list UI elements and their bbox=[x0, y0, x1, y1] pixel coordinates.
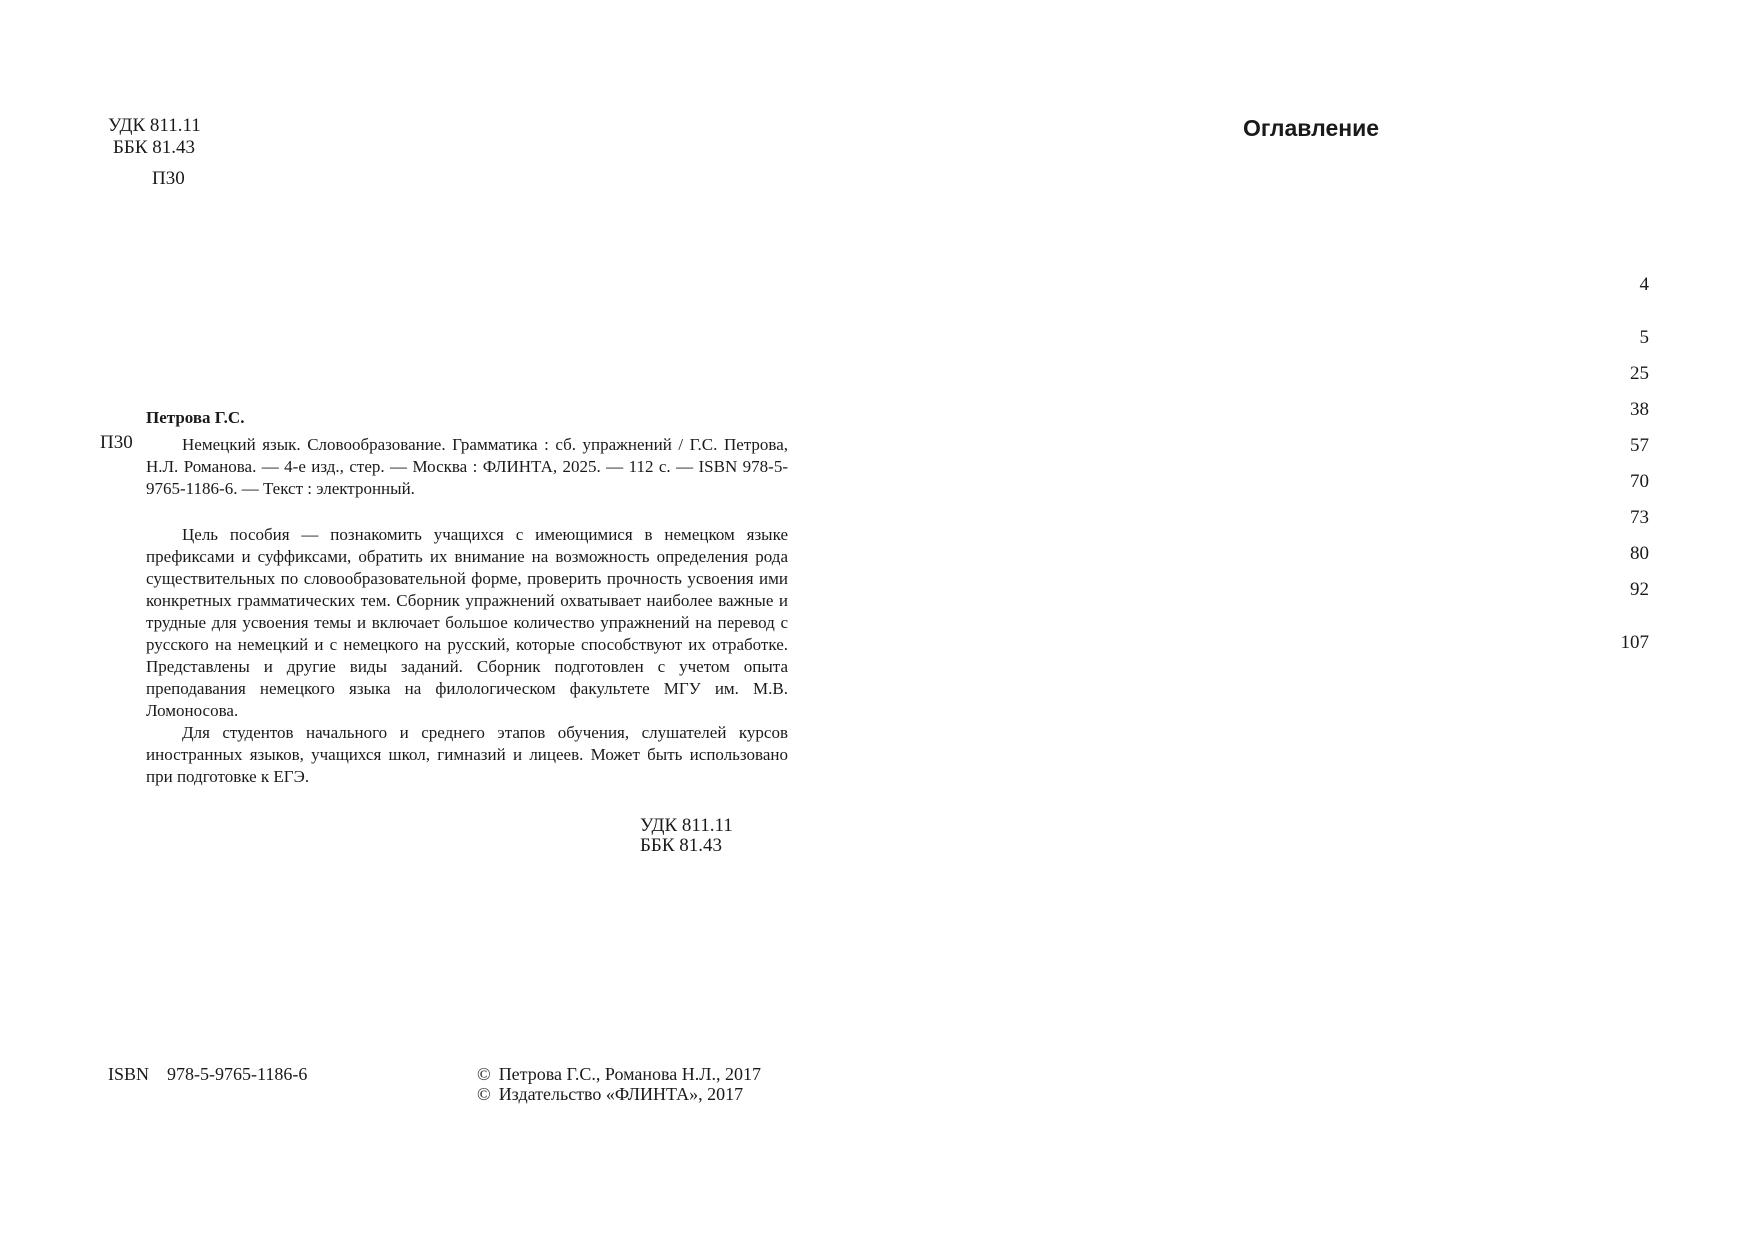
copyright-text-2: Издательство «ФЛИНТА», 2017 bbox=[498, 1084, 744, 1104]
isbn-value: 978-5-9765-1186-6 bbox=[167, 1064, 308, 1084]
udk-bbk-bottom bbox=[640, 816, 733, 856]
toc-page-number: 57 bbox=[1630, 435, 1649, 456]
annotation-paragraph-1: Цель пособия — познакомить учащихся с имеющимися в немецком языке префиксами и суффиксами, обратить их внимание на возможность определения рода существительных по словообразовательной форме, проверить прочность усвоения ими конкретных грамматических тем. Сборник упражнений охватывает наиболее важные и трудные для усвоения темы и включает большое количество упражнений на перевод с русского на немецкий и с немецкого на русский, которые способствуют их отработке. Представлены и другие виды заданий. Сборник подготовлен с учетом опыта преподавания немецкого языка на филологическом факультете МГУ им. М.В. Ломоносова. bbox=[146, 525, 788, 720]
udk-bbk-block bbox=[108, 115, 201, 159]
copyright-text-1: Петрова Г.С., Романова Н.Л., 2017 bbox=[498, 1064, 761, 1084]
copyright-line-2 bbox=[477, 1084, 761, 1104]
toc-page-number: 73 bbox=[1630, 507, 1649, 528]
bbk-bottom: ББК 81.43 bbox=[640, 835, 722, 856]
isbn-line bbox=[108, 1064, 307, 1085]
bibliographic-entry: Немецкий язык. Словообразование. Грамматика : сб. упражнений / Г.С. Петрова, Н.Л. Романова. — 4-е изд., стер. — Москва : ФЛИНТА, 2025. — 112 с. — ISBN 978-5-9765-1186-6. — Текст : электронный. bbox=[146, 435, 788, 498]
toc-page-number: 70 bbox=[1630, 471, 1649, 492]
copyright-block bbox=[477, 1064, 761, 1104]
toc-title: Оглавление bbox=[1243, 115, 1380, 141]
copyright-line-1 bbox=[477, 1064, 761, 1084]
bbk-code: ББК 81.43 bbox=[113, 137, 195, 158]
toc-page-number: 25 bbox=[1630, 363, 1649, 384]
copyright-icon: © bbox=[477, 1084, 491, 1104]
toc-page-number: 80 bbox=[1630, 543, 1649, 564]
udk-code: УДК 811.11 bbox=[108, 115, 201, 136]
author-mark-side: П30 bbox=[100, 432, 133, 453]
toc-page-number: 5 bbox=[1639, 327, 1649, 348]
annotation-paragraph-2: Для студентов начального и среднего этапов обучения, слушателей курсов иностранных языков, учащихся школ, гимназий и лицеев. Может быть использовано при подготовке к ЕГЭ. bbox=[146, 723, 788, 786]
udk-bottom: УДК 811.11 bbox=[640, 815, 733, 836]
author-mark: П30 bbox=[152, 168, 185, 189]
toc-page-number: 4 bbox=[1639, 274, 1649, 295]
toc-page-number: 92 bbox=[1630, 579, 1649, 600]
toc-page-number: 38 bbox=[1630, 399, 1649, 420]
author-name: Петрова Г.С. bbox=[146, 408, 245, 427]
isbn-label: ISBN bbox=[108, 1064, 150, 1084]
toc-page-number: 107 bbox=[1620, 632, 1649, 653]
copyright-icon: © bbox=[477, 1064, 491, 1084]
